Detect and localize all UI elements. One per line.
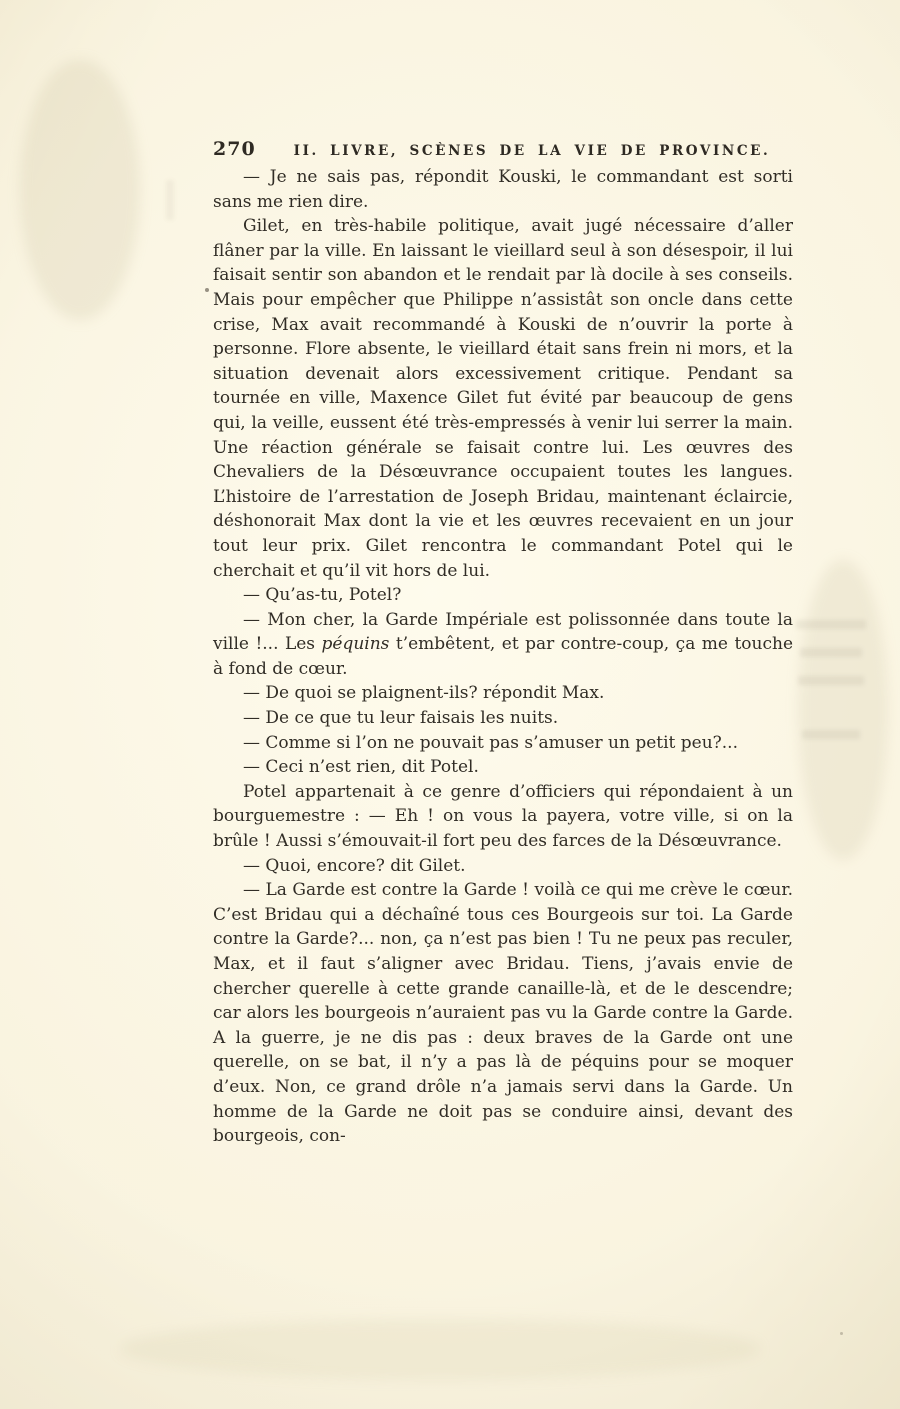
paper-stain	[120, 1319, 760, 1379]
text-run: — La Garde est contre la Garde ! voilà ce qui me crève le cœur. C’est Bridau qui a déchaîné tous ces Bourgeois sur toi. La Garde contre la Garde?... non, ça n’est pas bien ! Tu ne peux pas reculer, Max, et il faut s’aligner avec Bridau. Tiens, j’avais envie de chercher querelle à cette grande canaille-là, et de le descendre; car alors les bourgeois n’auraient pas vu la Garde contre la Garde. A la guerre, je ne dis pas : deux braves de la Garde ont une querelle, on se bat, il n’y a pas là de péquins pour se moquer d’eux. Non, ce grand drôle n’a jamais servi dans la Garde. Un homme de la Garde ne doit pas se conduire ainsi, devant des bourgeois, con-	[213, 880, 793, 1147]
page-number: 270	[213, 138, 256, 160]
text-run: Potel appartenait à ce genre d’officiers qui répondaient à un bourguemestre : — Eh ! on vous la payera, votre ville, si on la brûle ! Aussi s’émouvait-il fort peu des farces de la Désœuvrance.	[213, 781, 793, 852]
text-run: Gilet, en très-habile politique, avait jugé nécessaire d’aller flâner par la ville. En laissant le vieillard seul à son désespoir, il lui faisait sentir son abandon et le rendait par là docile à ses conseils. Mais pour empêcher que Philippe n’assistât son oncle dans cette crise, Max avait recommandé à Kouski de n’ouvrir la porte à personne. Flore absente, le vieillard était sans frein ni mors, et la situation devenait alors excessivement critique. Pendant sa tournée en ville, Maxence Gilet fut évité par beaucoup de gens qui, la veille, eussent été très-empressés à venir lui serrer la main. Une réaction générale se faisait contre lui. Les œuvres des Chevaliers de la Désœuvrance occupaient toutes les langues. L’histoire de l’arrestation de Joseph Bridau, maintenant éclaircie, déshonorait Max dont la vie et les œuvres recevaient en un jour tout leur prix. Gilet rencontra le commandant Potel qui le cherchait et qu’il vit hors de lui.	[213, 216, 793, 581]
paragraph-6	[213, 706, 793, 731]
ink-bleed-through	[802, 730, 860, 739]
paragraph-11	[213, 878, 793, 1149]
paragraph-9	[213, 780, 793, 854]
paper-speck	[840, 1332, 843, 1335]
ink-bleed-through	[798, 676, 864, 685]
paragraph-7	[213, 731, 793, 756]
text-run: — Je ne sais pas, répondit Kouski, le commandant est sorti sans me rien dire.	[213, 167, 793, 212]
paragraph-4	[213, 608, 793, 682]
paper-speck	[205, 288, 209, 292]
text-run: t’embêtent, et par contre-coup, ça me touche à fond de cœur.	[213, 634, 794, 679]
text-run: — De quoi se plaignent-ils? répondit Max.	[243, 683, 605, 704]
ink-bleed-through	[796, 620, 866, 629]
paragraph-5	[213, 681, 793, 706]
paragraph-3	[213, 583, 793, 608]
paragraph-10	[213, 854, 793, 879]
page-body-text	[213, 165, 793, 1149]
paper-stain	[20, 60, 140, 320]
paragraph-2	[213, 214, 793, 583]
italic-run: péquins	[321, 634, 390, 655]
chapter-header: II. LIVRE, SCÈNES DE LA VIE DE PROVINCE.	[293, 143, 771, 159]
text-run: — Quoi, encore? dit Gilet.	[243, 855, 466, 876]
text-run: — De ce que tu leur faisais les nuits.	[243, 708, 559, 729]
text-run: — Qu’as-tu, Potel?	[243, 585, 402, 606]
text-run: — Comme si l’on ne pouvait pas s’amuser un petit peu?...	[243, 732, 738, 753]
ink-bleed-through	[166, 180, 174, 220]
paper-stain	[798, 560, 888, 860]
paragraph-8	[213, 755, 793, 780]
ink-bleed-through	[800, 648, 862, 657]
text-run: — Mon cher, la Garde Impériale est polissonnée dans toute la ville !... Les	[213, 609, 793, 655]
running-head	[213, 138, 793, 160]
text-run: — Ceci n’est rien, dit Potel.	[243, 757, 479, 778]
paragraph-1	[213, 165, 793, 214]
